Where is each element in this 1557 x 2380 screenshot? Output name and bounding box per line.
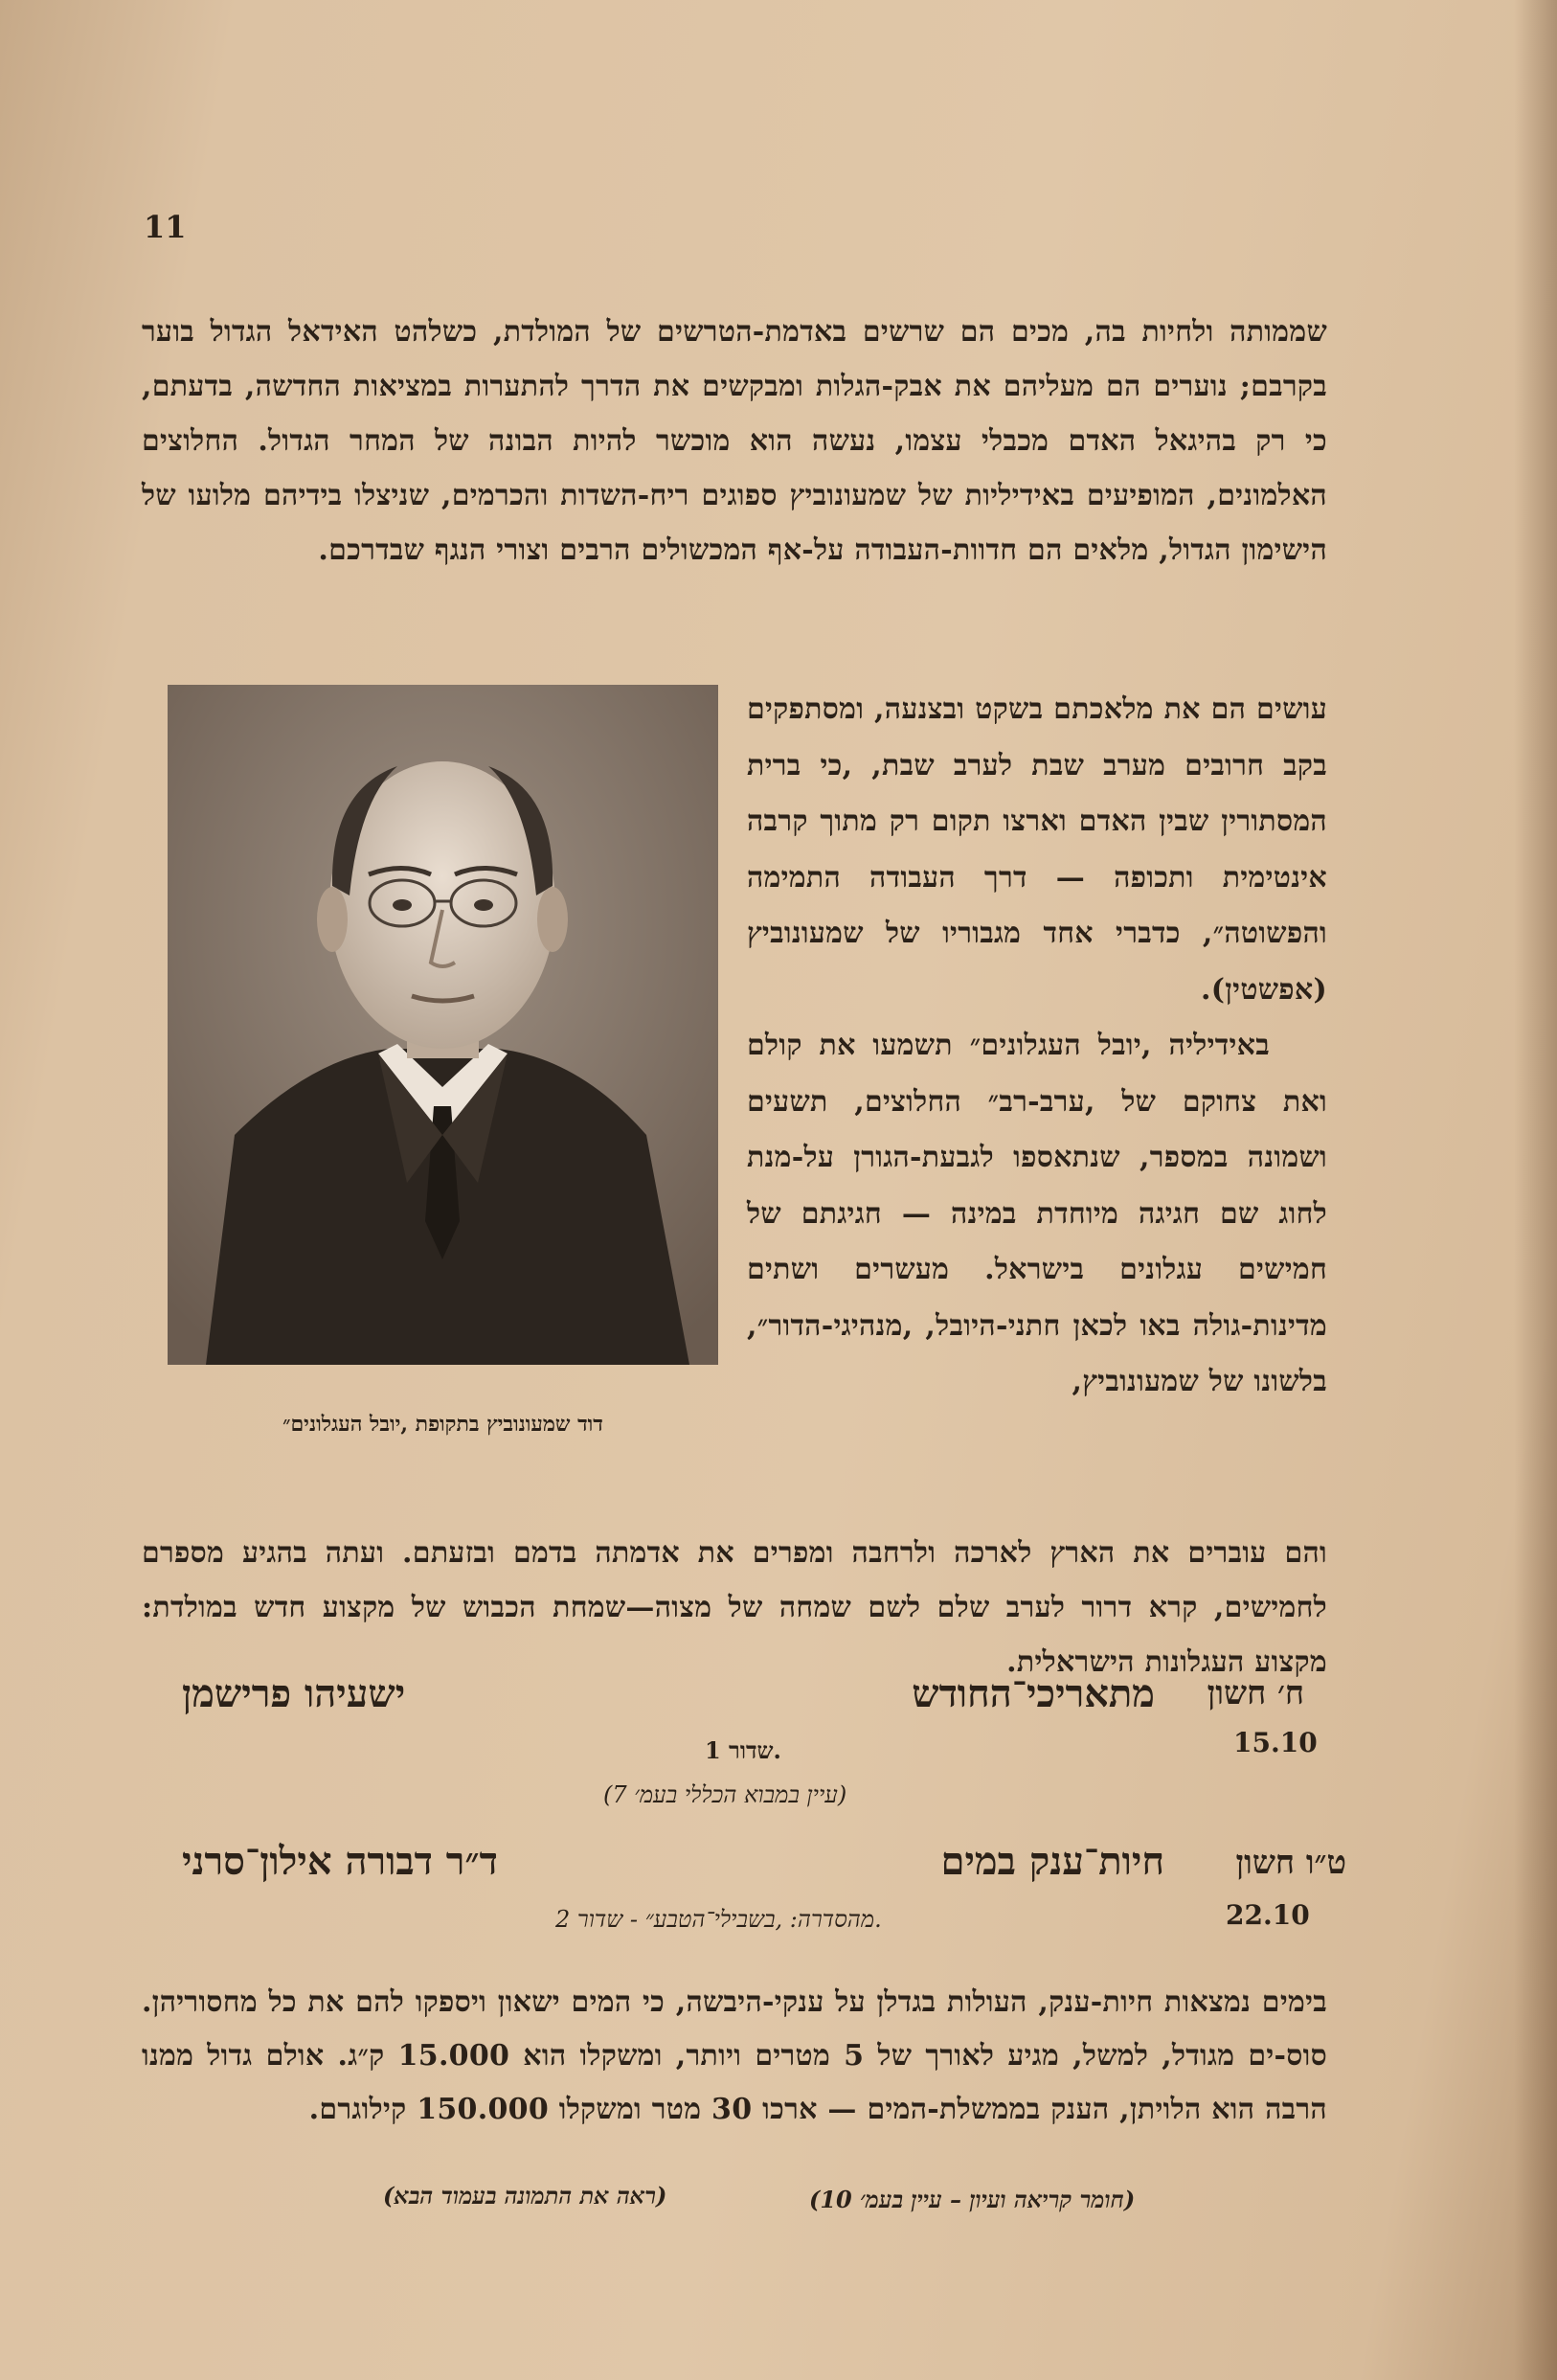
entry2-date: 22.10 — [1226, 1899, 1310, 1931]
entry2-note-right: (חומר קריאה ועיון – עיין בעמ׳ 10) — [809, 2186, 1136, 2213]
entry1-title: מתאריכי־החודש — [912, 1671, 1155, 1716]
entry1-hebrew-date: ח׳ חשון — [1207, 1674, 1304, 1712]
article-intro-paragraph: שממותה ולחיות בה, מכים הם שרשים באדמת-הטרשים של המולדת, כשלהט האידאל הגדול בוער בקרבם; נוערים הם מעליהם את אבק-הגלות ומבקשים את הדרך להתערות במציאות החדשה, בדעתם, כי רק בהיגאל האדם מכבלי עצמו, נעשה הוא מוכשר להיות הבונה של המחר הגדול. החלוצים האלמונים, המופיעים באידיליות של שמעונוביץ ספוגים ריח-השדות והכרמים, שניצלו בידיהם מלועו של הישימון הגדול, מלאים הם חדוות-העבודה על-אף המכשולים הרבים וצורי הנגף שבדרכם. — [142, 315, 1327, 567]
portrait-photo — [168, 685, 718, 1365]
entry1-author: ישעיהו פרישמן — [182, 1671, 406, 1716]
article-side-column — [747, 682, 1327, 1411]
entry2-note-left: (ראה את התמונה בעמוד הבא) — [383, 2182, 667, 2210]
entry1-reference: (עיין במבוא הכללי בעמ׳ 7) — [603, 1781, 847, 1808]
entry2-author: ד״ר דבורה אילון־סרני — [182, 1839, 498, 1884]
article-outro-paragraph: והם עוברים את הארץ לארכה ולרחבה ומפרים את אדמתה בדמם ובזעתם. ועתה בהגיע מספרם לחמישים, קרא דרור לערב שלם לשם שמחה של מצוה—שמחת הכבוש של מקצוע חדש במולדת: מקצוע העגלונות הישראלית. — [142, 1536, 1327, 1679]
entry2-series: מהסדרה: ,בשבילי־הטבע״ - שדור 2. — [555, 1906, 882, 1933]
side-column-text-2: באידיליה ,יובל העגלונים״ תשמעו את קולם ואת צחוקם של ,ערב-רב״ החלוצים, תשעים ושמונה במספר, שנתאספו לגבעת-הגורן על-מנת לחוג שם חגיגה מיוחדת במינה — חגיגתם של חמישים עגלונים בישראל. מעשרים ושתים מדינות-גולה באו לכאן חתני-היובל, ,מנהיגי-הדור״, בלשונו של שמעונוביץ, — [747, 1029, 1327, 1398]
entry2-title: חיות־ענק במים — [940, 1839, 1164, 1884]
page-spine-shadow — [1514, 0, 1557, 2380]
side-column-text-1: עושים הם את מלאכתם בשקט ובצנעה, ומסתפקים בקב חרובים מערב שבת לערב שבת, ,כי ברית המסתורין שבין האדם וארצו תקום רק מתוך קרבה אינטימית ותכופה — דרך העבודה התמימה והפשוטה״, כדברי אחד מגבוריו של שמעונוביץ (אפשטין). — [747, 692, 1327, 1007]
entry2-hebrew-date: ט״ו חשון — [1235, 1844, 1346, 1882]
entry1-broadcast: שדור 1. — [705, 1736, 781, 1764]
entry1-date: 15.10 — [1233, 1727, 1318, 1758]
portrait-illustration — [168, 685, 718, 1365]
photo-caption: דוד שמעונוביץ בתקופת ,יובל העגלונים״ — [282, 1412, 603, 1437]
entry2-body: בימים נמצאות חיות-ענק, העולות בגדלן על ענקי-היבשה, כי המים ישאון ויספקו להם את כל מחסוריהן. סוס-ים מגודל, למשל, מגיע לאורך של 5 מטרים ויותר, ומשקלו הוא 15.000 ק״ג. אולם גדול ממנו הרבה הוא הלויתן, הענק בממשלת-המים — ארכו 30 מטר ומשקלו 150.000 קילוגרם. — [142, 1985, 1327, 2126]
page-number: 11 — [144, 209, 187, 245]
